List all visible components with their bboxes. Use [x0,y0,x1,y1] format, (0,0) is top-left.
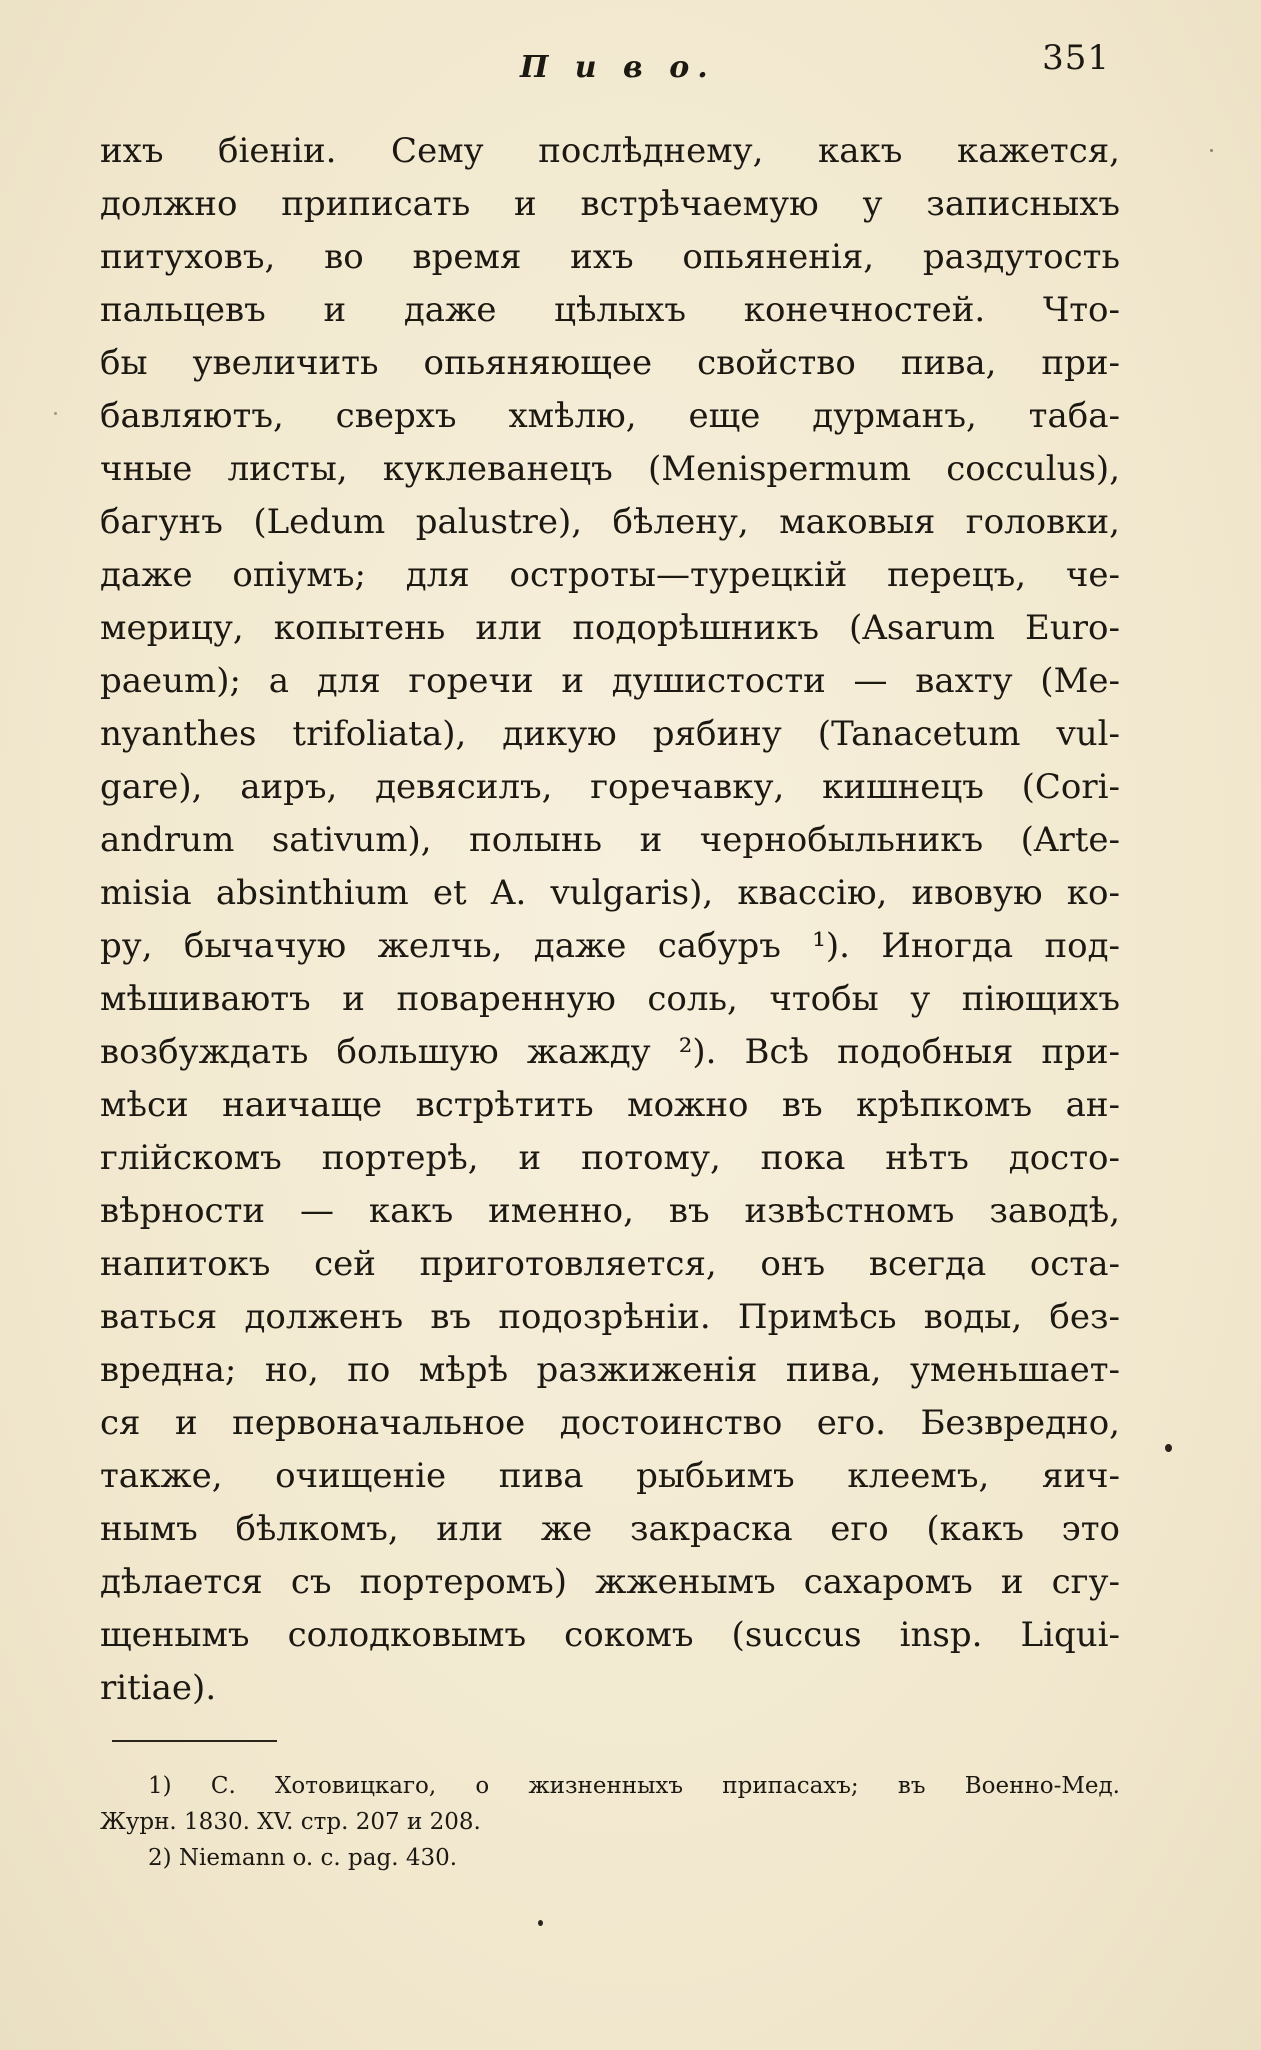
page-header [100,38,1120,88]
ink-speck [1165,1444,1172,1452]
text-line: nyanthes trifoliata), дикую рябину (Tanacetum vul- [100,714,1120,754]
text-line: бавляютъ, сверхъ хмѣлю, еще дурманъ, таба- [100,396,1120,436]
ink-speck [54,412,57,415]
text-line: gare), аиръ, девясилъ, горечавку, кишнецъ (Cori- [100,767,1120,807]
text-line: мерицу, копытень или подорѣшникъ (Asarum Euro- [100,608,1120,648]
text-line: пальцевъ и даже цѣлыхъ конечностей. Что- [100,290,1120,330]
text-line: чные листы, куклеванецъ (Menispermum cocculus), [100,449,1120,489]
text-line: paeum); а для горечи и душистости — вахту (Me- [100,661,1120,701]
text-line: дѣлается съ портеромъ) жженымъ сахаромъ и сгу- [100,1562,1120,1602]
running-head: П и в о. [520,50,716,85]
text-line: возбуждать большую жажду ²). Всѣ подобныя при- [100,1032,1120,1072]
text-line: вѣрности — какъ именно, въ извѣстномъ заводѣ, [100,1191,1120,1231]
text-line: нымъ бѣлкомъ, или же закраска его (какъ это [100,1509,1120,1549]
text-line: багунъ (Ledum palustre), бѣлену, маковыя головки, [100,502,1120,542]
text-line: также, очищеніе пива рыбьимъ клеемъ, яич- [100,1456,1120,1496]
text-line: питуховъ, во время ихъ опьяненія, раздутость [100,237,1120,277]
text-line: ся и первоначальное достоинство его. Безвредно, [100,1403,1120,1443]
text-line: бы увеличить опьяняющее свойство пива, при- [100,343,1120,383]
page-number: 351 [1042,38,1110,78]
footnote-divider [112,1740,277,1742]
text-line: ру, бычачую желчь, даже сабуръ ¹). Иногда под- [100,926,1120,966]
text-line: ваться долженъ въ подозрѣніи. Примѣсь воды, без- [100,1297,1120,1337]
text-line: напитокъ сей приготовляется, онъ всегда оста- [100,1244,1120,1284]
footnote-line: Журн. 1830. XV. стр. 207 и 208. [100,1809,481,1835]
main-text [100,125,1120,1715]
text-line: andrum sativum), полынь и чернобыльникъ (Arte- [100,820,1120,860]
text-line: мѣшиваютъ и поваренную соль, чтобы у піющихъ [100,979,1120,1019]
text-line: ritiae). [100,1668,217,1708]
text-line: мѣси наичаще встрѣтить можно въ крѣпкомъ ан- [100,1085,1120,1125]
footnotes [100,1768,1120,1876]
text-line: глійскомъ портерѣ, и потому, пока нѣтъ досто- [100,1138,1120,1178]
text-line: misia absinthium et A. vulgaris), квассію, ивовую ко- [100,873,1120,913]
text-line: щенымъ солодковымъ сокомъ (succus insp. Liqui- [100,1615,1120,1655]
ink-speck [1210,149,1213,152]
ink-speck [538,1920,543,1926]
text-line: даже опіумъ; для остроты—турецкій перецъ, че- [100,555,1120,595]
footnote-line: 2) Niemann o. c. pag. 430. [148,1845,458,1871]
footnote-line: 1) С. Хотовицкаго, о жизненныхъ припасахъ; въ Военно-Мед. [148,1773,1120,1799]
text-line: ихъ біеніи. Сему послѣднему, какъ кажется, [100,131,1120,171]
text-line: вредна; но, по мѣрѣ разжиженія пива, уменьшает- [100,1350,1120,1390]
text-line: должно приписать и встрѣчаемую у записныхъ [100,184,1120,224]
